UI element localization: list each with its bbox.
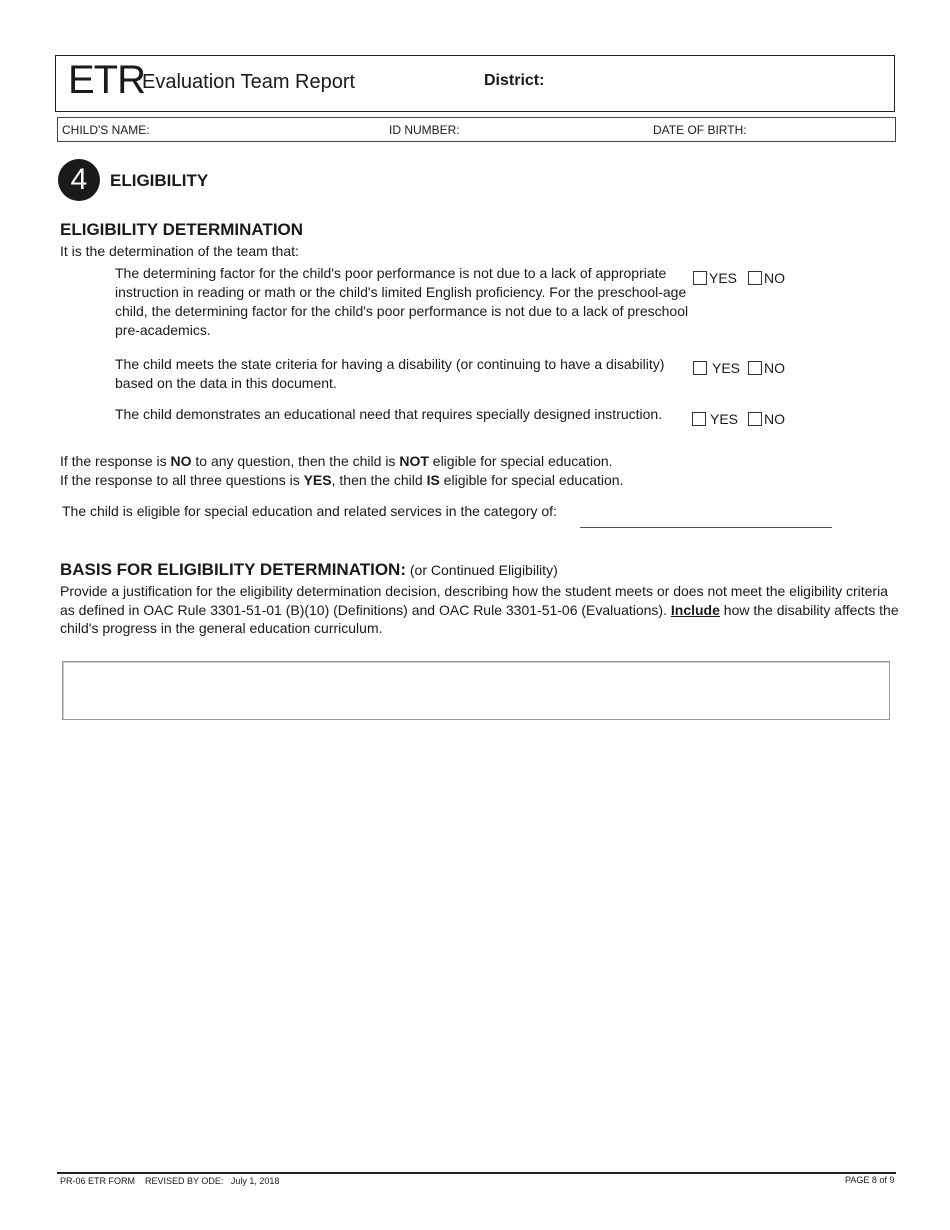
eligibility-determination-heading: ELIGIBILITY DETERMINATION [60, 220, 304, 239]
no-label: NO [764, 360, 785, 376]
question-1-yes-checkbox[interactable] [693, 270, 737, 286]
etr-logo-text: ETR [68, 58, 145, 102]
yes-label: YES [712, 360, 741, 376]
basis-instructions [60, 582, 900, 638]
rule-no [60, 452, 623, 471]
yes-label: YES [710, 411, 739, 427]
basis-justification-field[interactable] [62, 661, 890, 720]
eligibility-category-label: The child is eligible for special education and related services in the category of: [62, 503, 557, 519]
rule-yes [60, 471, 623, 490]
child-info-row [57, 117, 896, 142]
basis-text: Provide a justification for the eligibility determination decision, describing how the student meets or does not meet the eligibility criteria as defined in OAC Rule 3301-51-01 (B)(10) (Definitions) and OAC Rule 3301-51-06 (Evaluations). [60, 583, 888, 618]
report-header [55, 55, 895, 112]
question-2-text: The child meets the state criteria for having a disability (or continuing to have a disability) based on the data in this document. [115, 356, 665, 391]
childs-name-label: CHILD'S NAME: [62, 123, 150, 137]
basis-subheading: (or Continued Eligibility) [406, 562, 558, 578]
district-label: District: [484, 72, 545, 89]
question-2-yes-checkbox[interactable] [693, 360, 740, 376]
section-title: ELIGIBILITY [110, 171, 209, 190]
question-3-text: The child demonstrates an educational need that requires specially designed instruction. [115, 406, 663, 422]
basis-emphasis: Include [670, 601, 720, 618]
dob-label: DATE OF BIRTH: [653, 123, 747, 137]
footer-form-info: PR-06 ETR FORM REVISED BY ODE: July 1, 2018 [60, 1176, 280, 1186]
id-number-label: ID NUMBER: [389, 123, 460, 137]
checkbox-icon [693, 271, 707, 285]
eligibility-rules [60, 452, 623, 490]
question-2-no-checkbox[interactable] [748, 360, 785, 376]
checkbox-icon [693, 361, 707, 375]
rule-text: to any question, then the child is [191, 453, 400, 469]
rule-text: If the response is [60, 453, 171, 469]
question-1-no-checkbox[interactable] [748, 270, 785, 286]
footer-page-number: PAGE 8 of 9 [845, 1175, 895, 1185]
basis-text: how the disability affects the child's progress in the general education curriculum. [60, 601, 899, 636]
question-3-no-checkbox[interactable] [748, 411, 785, 427]
footer-divider [57, 1172, 896, 1174]
eligibility-category-field[interactable] [580, 527, 832, 528]
checkbox-icon [748, 361, 762, 375]
question-1-text: The determining factor for the child's poor performance is not due to a lack of appropriate instruction in reading or math or the child's limited English proficiency. For the preschool-age child, the determining factor for the child's poor performance is not due to a lack of preschool pre-academics. [115, 265, 689, 338]
rule-text: , then the child [331, 472, 427, 488]
determination-intro: It is the determination of the team that: [60, 243, 299, 259]
rule-text: If the response to all three questions is [60, 472, 304, 488]
rule-emphasis: NOT [399, 453, 429, 469]
no-label: NO [764, 270, 785, 286]
basis-heading [60, 560, 558, 580]
checkbox-icon [748, 271, 762, 285]
yes-label: YES [709, 270, 738, 286]
rule-emphasis: YES [303, 472, 332, 488]
no-label: NO [764, 411, 785, 427]
checkbox-icon [748, 412, 762, 426]
checkbox-icon [692, 412, 706, 426]
rule-emphasis: IS [426, 472, 440, 488]
rule-text: eligible for special education. [428, 453, 613, 469]
question-3-yes-checkbox[interactable] [692, 411, 738, 427]
rule-text: eligible for special education. [439, 472, 624, 488]
rule-emphasis: NO [170, 453, 192, 469]
section-number-badge: 4 [58, 159, 100, 201]
basis-heading-text: BASIS FOR ELIGIBILITY DETERMINATION: [60, 560, 406, 579]
report-title: Evaluation Team Report [142, 71, 356, 93]
